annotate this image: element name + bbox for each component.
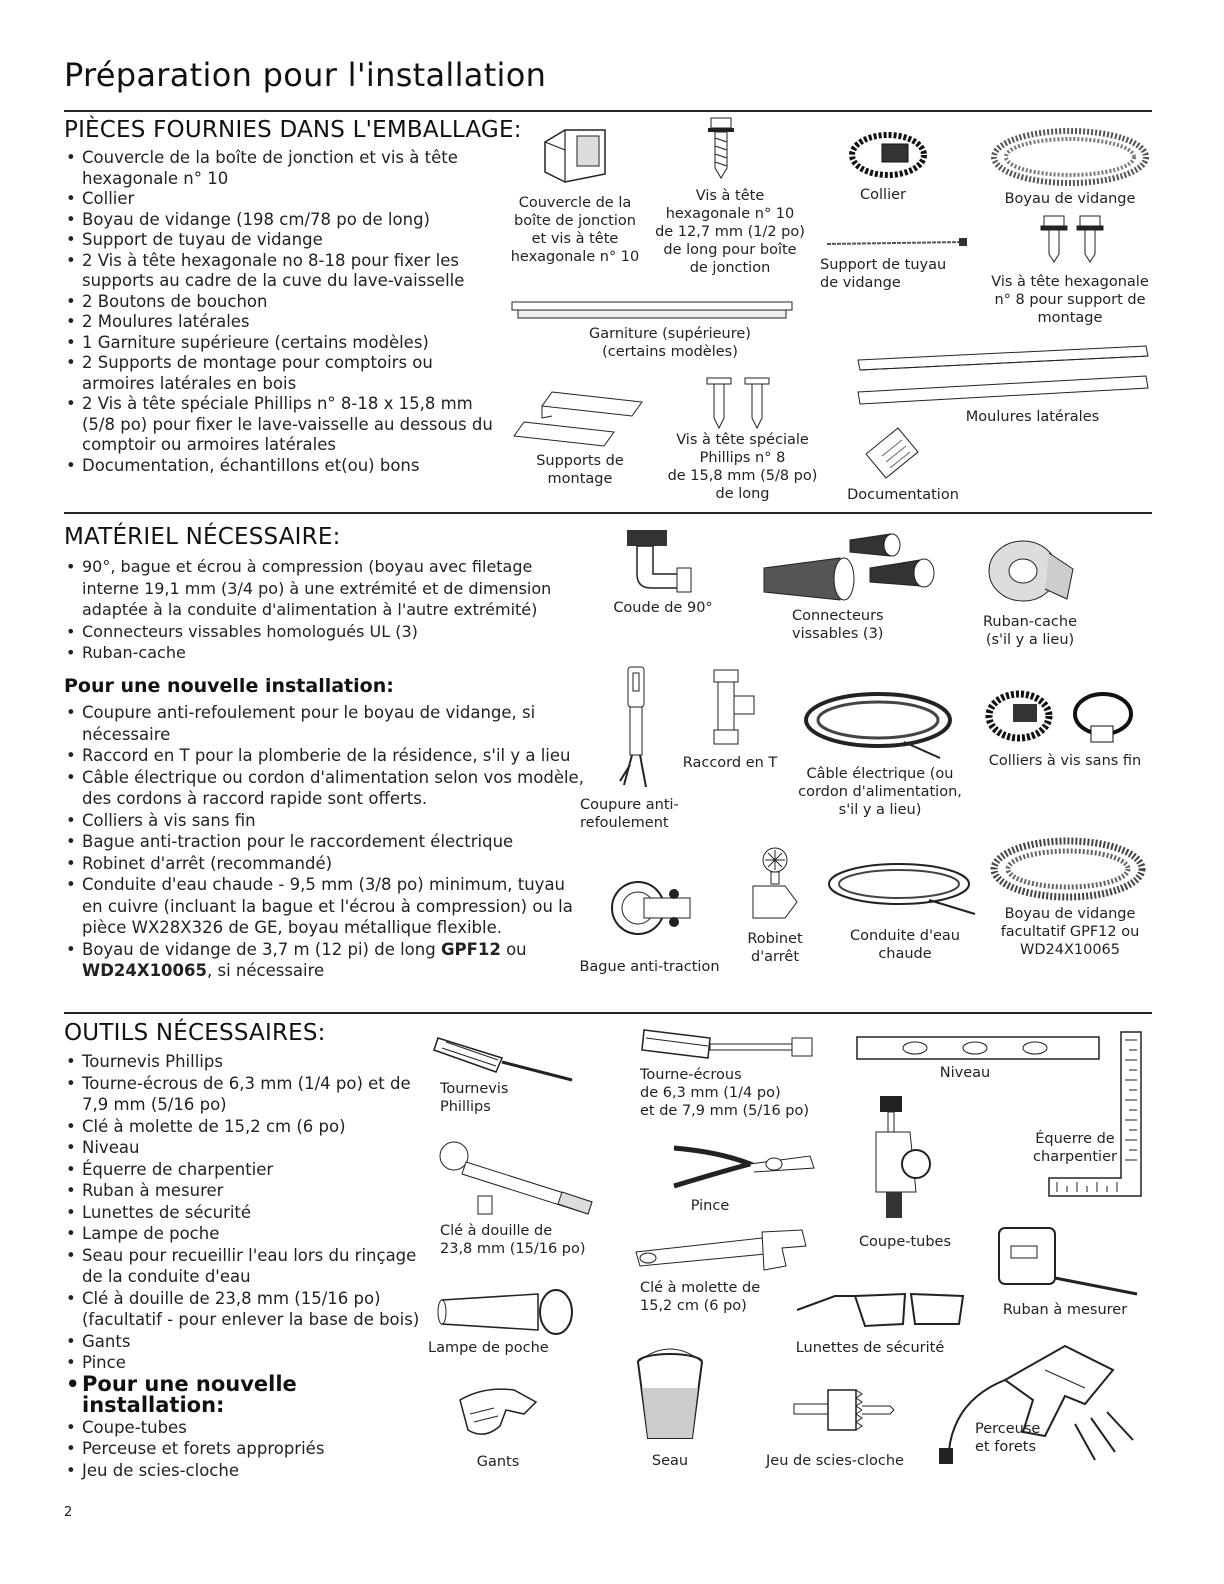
list-item: • 2 Boutons de bouchon — [64, 292, 504, 313]
list-item: • Ruban-cache — [64, 642, 594, 664]
list-item: • 2 Vis à tête spéciale Phillips n° 8-18 x 15,8 mm (5/8 po) pour fixer le lave-vaisselle au dessous du comptoir ou armoires latérales — [64, 394, 504, 456]
list-item: • Documentation, échantillons et(ou) bons — [64, 456, 504, 477]
list-item — [64, 939, 584, 982]
list-item: • Tourne-écrous de 6,3 mm (1/4 po) et de 7,9 mm (5/16 po) — [64, 1073, 424, 1116]
caption-socket: Clé à douille de 23,8 mm (15/16 po) — [440, 1223, 586, 1257]
nut-driver-illustration — [640, 1026, 820, 1066]
page-number: 2 — [64, 1505, 73, 1520]
required-list — [64, 556, 594, 664]
required-new-install-list — [64, 702, 584, 982]
caption-connectors: Connecteurs vissables (3) — [792, 608, 884, 642]
trim-illustration — [510, 298, 795, 324]
hose-clamps-illustration — [985, 688, 1140, 748]
cable-illustration — [800, 688, 960, 768]
last-item-or: ou — [500, 939, 527, 959]
caption-trim: Garniture (supérieure) (certains modèles) — [589, 326, 751, 360]
documentation-illustration — [862, 424, 922, 484]
caption-clamp: Collier — [860, 187, 906, 203]
list-item: • Ruban à mesurer — [64, 1180, 424, 1202]
caption-junction-cover: Couvercle de la boîte de jonction et vis à tête hexagonale n° 10 — [510, 195, 640, 265]
list-item: • Conduite d'eau chaude - 9,5 mm (3/8 po) minimum, tuyau en cuivre (incluant la bague et l'écrou à compression) ou la pièce WX28X326 de GE, boyau métallique flexible. — [64, 874, 584, 939]
tools-heading: OUTILS NÉCESSAIRES: — [64, 1020, 326, 1046]
list-item: • Colliers à vis sans fin — [64, 810, 584, 832]
list-item: • Collier — [64, 189, 504, 210]
list-item: • Niveau — [64, 1137, 424, 1159]
junction-cover-illustration — [535, 122, 615, 188]
caption-wrench: Clé à molette de 15,2 cm (6 po) — [640, 1280, 761, 1314]
part-gpf12: GPF12 — [440, 939, 501, 959]
supplied-list — [64, 148, 504, 476]
section1-rule — [64, 512, 1152, 514]
elbow-illustration — [625, 528, 695, 598]
caption-tee: Raccord en T — [682, 755, 778, 771]
caption-tape-measure: Ruban à mesurer — [1002, 1302, 1128, 1318]
last-item-prefix: Boyau de vidange de 3,7 m (12 pi) de long — [82, 939, 441, 959]
list-item: • Seau pour recueillir l'eau lors du rinçage de la conduite d'eau — [64, 1245, 424, 1288]
caption-tube-cutter: Coupe-tubes — [858, 1234, 952, 1250]
caption-hot-water: Conduite d'eau chaude — [849, 928, 960, 962]
hex-screws-8-illustration — [1040, 214, 1110, 264]
connectors-illustration — [760, 530, 940, 606]
list-item: • Coupe-tubes — [64, 1417, 424, 1439]
caption-flashlight: Lampe de poche — [428, 1340, 549, 1356]
hex-screw-10-illustration — [706, 116, 736, 180]
list-item: • 90°, bague et écrou à compression (boyau avec filetage interne 19,1 mm (3/4 po) à une extrémité et de dimension adaptée à la conduite d'alimentation à l'autre extrémité) — [64, 556, 594, 621]
list-item: • Jeu de scies-cloche — [64, 1460, 424, 1482]
safety-glasses-illustration — [795, 1288, 970, 1336]
caption-documentation: Documentation — [847, 487, 959, 503]
tools-list — [64, 1051, 424, 1481]
tape-measure-illustration — [995, 1224, 1145, 1300]
list-item: • 2 Moulures latérales — [64, 312, 504, 333]
optional-hose-illustration — [990, 835, 1150, 905]
caption-air-gap: Coupure anti- refoulement — [580, 797, 679, 831]
phillips-screwdriver-illustration — [432, 1032, 582, 1082]
caption-brackets: Supports de montage — [536, 453, 624, 487]
supplied-heading: PIÈCES FOURNIES DANS L'EMBALLAGE: — [64, 117, 522, 143]
caption-level: Niveau — [939, 1065, 991, 1081]
list-item: • Coupure anti-refoulement pour le boyau de vidange, si nécessaire — [64, 702, 584, 745]
part-wd24x10065: WD24X10065 — [82, 961, 207, 980]
hot-water-illustration — [825, 860, 980, 926]
caption-hose-support: Support de tuyau de vidange — [820, 257, 947, 291]
list-item: • Lunettes de sécurité — [64, 1202, 424, 1224]
list-item: • 2 Vis à tête hexagonale no 8-18 pour fixer les supports au cadre de la cuve du lave-vaisselle — [64, 251, 504, 292]
caption-strain-relief: Bague anti-traction — [579, 959, 720, 975]
tape-illustration — [985, 535, 1075, 615]
brackets-illustration — [512, 386, 652, 448]
caption-gloves: Gants — [476, 1454, 520, 1470]
caption-hole-saw: Jeu de scies-cloche — [766, 1453, 904, 1469]
caption-hex-screw-10: Vis à tête hexagonale n° 10 de 12,7 mm (1/2 po) de long pour boîte de jonction — [655, 188, 805, 276]
list-item: • Clé à douille de 23,8 mm (15/16 po) (facultatif - pour enlever la base de bois) — [64, 1288, 424, 1331]
bucket-illustration — [634, 1348, 706, 1444]
caption-cable: Câble électrique (ou cordon d'alimentation, s'il y a lieu) — [798, 766, 962, 818]
list-item: • Raccord en T pour la plomberie de la résidence, s'il y a lieu — [64, 745, 584, 767]
list-item: • Support de tuyau de vidange — [64, 230, 504, 251]
caption-drill: Perceuse et forets — [975, 1421, 1041, 1455]
list-item: • Couvercle de la boîte de jonction et vis à tête hexagonale n° 10 — [64, 148, 504, 189]
square-illustration — [1045, 1030, 1145, 1200]
list-item: • 1 Garniture supérieure (certains modèles) — [64, 333, 504, 354]
list-item: • Gants — [64, 1331, 424, 1353]
hole-saw-illustration — [790, 1384, 900, 1436]
caption-side-moldings: Moulures latérales — [965, 409, 1100, 425]
caption-optional-hose: Boyau de vidange facultatif GPF12 ou WD24X10065 — [1000, 906, 1140, 958]
list-item: • 2 Supports de montage pour comptoirs ou armoires latérales en bois — [64, 353, 504, 394]
required-new-install-heading: Pour une nouvelle installation: — [64, 675, 394, 697]
socket-wrench-illustration — [432, 1140, 602, 1220]
drain-hose-illustration — [990, 122, 1155, 192]
caption-pliers: Pince — [690, 1198, 730, 1214]
adjustable-wrench-illustration — [632, 1226, 812, 1276]
pliers-illustration — [670, 1138, 820, 1196]
list-item: • Lampe de poche — [64, 1223, 424, 1245]
list-item: • Équerre de charpentier — [64, 1159, 424, 1181]
list-item: • Câble électrique ou cordon d'alimentation selon vos modèle, des cordons à raccord rapide sont offerts. — [64, 767, 584, 810]
list-item: • Tournevis Phillips — [64, 1051, 424, 1073]
caption-hose-clamps: Colliers à vis sans fin — [988, 753, 1142, 769]
caption-glasses: Lunettes de sécurité — [795, 1340, 945, 1356]
shutoff-valve-illustration — [745, 846, 805, 926]
caption-phillips-screws: Vis à tête spéciale Phillips n° 8 de 15,8 mm (5/8 po) de long — [667, 432, 818, 502]
caption-shutoff: Robinet d'arrêt — [747, 931, 803, 965]
phillips-screws-illustration — [705, 376, 775, 432]
gloves-illustration — [454, 1380, 544, 1444]
page-title: Préparation pour l'installation — [64, 56, 547, 94]
list-item: • Clé à molette de 15,2 cm (6 po) — [64, 1116, 424, 1138]
clamp-illustration — [848, 130, 928, 180]
list-item: • Boyau de vidange (198 cm/78 po de long) — [64, 210, 504, 231]
list-item: • Bague anti-traction pour le raccordement électrique — [64, 831, 584, 853]
list-item: • Robinet d'arrêt (recommandé) — [64, 853, 584, 875]
caption-square: Équerre de charpentier — [1033, 1131, 1117, 1165]
last-item-suffix: , si nécessaire — [206, 961, 325, 980]
strain-relief-illustration — [608, 876, 704, 942]
caption-hex-screws-8: Vis à tête hexagonale n° 8 pour support de montage — [991, 274, 1149, 326]
caption-drain-hose: Boyau de vidange — [1004, 191, 1136, 207]
caption-bucket: Seau — [651, 1453, 689, 1469]
caption-tape: Ruban-cache (s'il y a lieu) — [982, 614, 1078, 648]
tee-illustration — [700, 668, 760, 748]
list-item: • Pince — [64, 1352, 424, 1374]
air-gap-illustration — [620, 665, 660, 795]
side-moldings-illustration — [856, 340, 1156, 415]
required-heading: MATÉRIEL NÉCESSAIRE: — [64, 524, 341, 550]
section2-rule — [64, 1012, 1152, 1014]
caption-elbow: Coude de 90° — [613, 600, 713, 616]
caption-nut-driver: Tourne-écrous de 6,3 mm (1/4 po) et de 7,9 mm (5/16 po) — [640, 1067, 810, 1119]
tools-new-install-heading: • Pour une nouvelle installation: — [64, 1374, 424, 1417]
flashlight-illustration — [438, 1288, 578, 1336]
list-item: • Connecteurs vissables homologués UL (3) — [64, 621, 594, 643]
tube-cutter-illustration — [870, 1092, 940, 1222]
title-rule — [64, 110, 1152, 112]
hose-support-illustration — [825, 236, 970, 250]
list-item: • Perceuse et forets appropriés — [64, 1438, 424, 1460]
caption-phillips: Tournevis Phillips — [440, 1081, 509, 1115]
